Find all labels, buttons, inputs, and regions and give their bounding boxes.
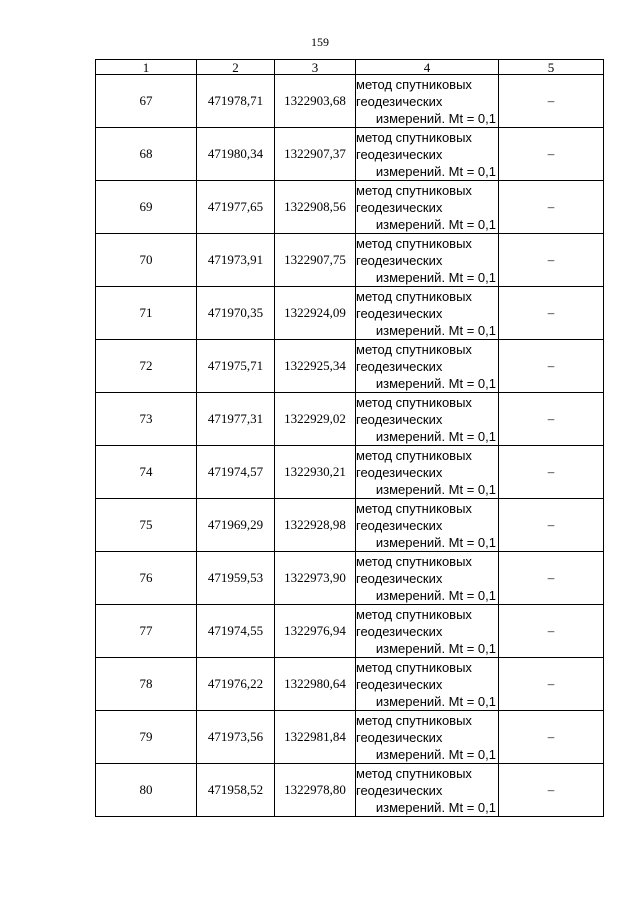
method-cell [356, 605, 499, 658]
method-line-1: метод спутниковых [356, 500, 472, 516]
point-number: 80 [96, 764, 197, 817]
table-row [96, 340, 604, 393]
column-5-value: – [499, 552, 604, 605]
coord-x: 471976,22 [197, 658, 275, 711]
method-line-3: измерений. Mt = 0,1 [375, 587, 496, 603]
method-line-1: метод спутниковых [356, 553, 472, 569]
coord-y: 1322981,84 [275, 711, 356, 764]
point-number: 77 [96, 605, 197, 658]
point-number: 67 [96, 75, 197, 128]
method-line-2: геодезических [356, 199, 443, 215]
coord-y: 1322907,75 [275, 234, 356, 287]
method-cell [356, 287, 499, 340]
method-line-2: геодезических [356, 146, 443, 162]
header-col-4: 4 [356, 60, 499, 75]
column-5-value: – [499, 605, 604, 658]
method-line-2: геодезических [356, 570, 443, 586]
method-line-1: метод спутниковых [356, 182, 472, 198]
method-cell [356, 658, 499, 711]
coord-y: 1322908,56 [275, 181, 356, 234]
point-number: 76 [96, 552, 197, 605]
table-row [96, 446, 604, 499]
table-row [96, 711, 604, 764]
method-line-1: метод спутниковых [356, 659, 472, 675]
method-line-3: измерений. Mt = 0,1 [375, 428, 496, 444]
table-header [96, 60, 604, 75]
coord-y: 1322978,80 [275, 764, 356, 817]
table-row [96, 605, 604, 658]
column-5-value: – [499, 75, 604, 128]
table-row [96, 181, 604, 234]
coord-x: 471978,71 [197, 75, 275, 128]
coord-x: 471973,91 [197, 234, 275, 287]
coord-x: 471970,35 [197, 287, 275, 340]
method-line-3: измерений. Mt = 0,1 [375, 746, 496, 762]
method-line-2: геодезических [356, 623, 443, 639]
coord-y: 1322924,09 [275, 287, 356, 340]
method-line-1: метод спутниковых [356, 712, 472, 728]
table-row [96, 764, 604, 817]
method-cell [356, 340, 499, 393]
method-line-2: геодезических [356, 676, 443, 692]
method-line-1: метод спутниковых [356, 341, 472, 357]
header-col-5: 5 [499, 60, 604, 75]
point-number: 78 [96, 658, 197, 711]
table-row [96, 287, 604, 340]
method-cell [356, 181, 499, 234]
coord-y: 1322903,68 [275, 75, 356, 128]
method-line-3: измерений. Mt = 0,1 [375, 799, 496, 815]
method-line-2: геодезических [356, 305, 443, 321]
coordinates-table [95, 59, 604, 817]
column-5-value: – [499, 499, 604, 552]
header-row [96, 60, 604, 75]
method-line-1: метод спутниковых [356, 606, 472, 622]
coord-y: 1322976,94 [275, 605, 356, 658]
method-line-2: геодезических [356, 729, 443, 745]
header-col-1: 1 [96, 60, 197, 75]
method-line-1: метод спутниковых [356, 394, 472, 410]
column-5-value: – [499, 764, 604, 817]
table-row [96, 658, 604, 711]
table-row [96, 234, 604, 287]
point-number: 68 [96, 128, 197, 181]
method-cell [356, 75, 499, 128]
method-cell [356, 128, 499, 181]
method-line-3: измерений. Mt = 0,1 [375, 110, 496, 126]
coord-x: 471958,52 [197, 764, 275, 817]
coord-y: 1322928,98 [275, 499, 356, 552]
header-col-2: 2 [197, 60, 275, 75]
method-line-2: геодезических [356, 358, 443, 374]
point-number: 74 [96, 446, 197, 499]
column-5-value: – [499, 181, 604, 234]
method-line-3: измерений. Mt = 0,1 [375, 481, 496, 497]
method-line-2: геодезических [356, 517, 443, 533]
point-number: 70 [96, 234, 197, 287]
method-line-2: геодезических [356, 464, 443, 480]
table-row [96, 128, 604, 181]
page-number: 159 [311, 35, 329, 49]
method-line-1: метод спутниковых [356, 765, 472, 781]
coord-y: 1322925,34 [275, 340, 356, 393]
table-row [96, 552, 604, 605]
coord-x: 471969,29 [197, 499, 275, 552]
point-number: 73 [96, 393, 197, 446]
coord-x: 471975,71 [197, 340, 275, 393]
method-cell [356, 552, 499, 605]
method-cell [356, 764, 499, 817]
method-line-3: измерений. Mt = 0,1 [375, 693, 496, 709]
point-number: 75 [96, 499, 197, 552]
point-number: 69 [96, 181, 197, 234]
coord-y: 1322973,90 [275, 552, 356, 605]
header-col-3: 3 [275, 60, 356, 75]
method-line-1: метод спутниковых [356, 288, 472, 304]
method-line-3: измерений. Mt = 0,1 [375, 269, 496, 285]
method-line-2: геодезических [356, 93, 443, 109]
column-5-value: – [499, 711, 604, 764]
coord-x: 471974,57 [197, 446, 275, 499]
method-line-2: геодезических [356, 252, 443, 268]
method-line-3: измерений. Mt = 0,1 [375, 375, 496, 391]
method-line-2: геодезических [356, 782, 443, 798]
method-line-3: измерений. Mt = 0,1 [375, 216, 496, 232]
coord-x: 471977,31 [197, 393, 275, 446]
table-row [96, 75, 604, 128]
coord-y: 1322929,02 [275, 393, 356, 446]
column-5-value: – [499, 340, 604, 393]
coord-x: 471980,34 [197, 128, 275, 181]
method-line-3: измерений. Mt = 0,1 [375, 534, 496, 550]
coord-x: 471959,53 [197, 552, 275, 605]
table-body [96, 75, 604, 817]
point-number: 72 [96, 340, 197, 393]
column-5-value: – [499, 128, 604, 181]
coord-x: 471973,56 [197, 711, 275, 764]
table-row [96, 499, 604, 552]
column-5-value: – [499, 446, 604, 499]
method-line-1: метод спутниковых [356, 447, 472, 463]
coord-y: 1322907,37 [275, 128, 356, 181]
method-line-3: измерений. Mt = 0,1 [375, 640, 496, 656]
method-line-1: метод спутниковых [356, 76, 472, 92]
coord-x: 471977,65 [197, 181, 275, 234]
column-5-value: – [499, 658, 604, 711]
method-cell [356, 234, 499, 287]
column-5-value: – [499, 234, 604, 287]
coord-x: 471974,55 [197, 605, 275, 658]
method-line-1: метод спутниковых [356, 235, 472, 251]
method-cell [356, 711, 499, 764]
point-number: 79 [96, 711, 197, 764]
column-5-value: – [499, 287, 604, 340]
method-line-3: измерений. Mt = 0,1 [375, 322, 496, 338]
method-line-3: измерений. Mt = 0,1 [375, 163, 496, 179]
coord-y: 1322930,21 [275, 446, 356, 499]
method-line-1: метод спутниковых [356, 129, 472, 145]
method-cell [356, 393, 499, 446]
table-row [96, 393, 604, 446]
point-number: 71 [96, 287, 197, 340]
method-cell [356, 446, 499, 499]
coord-y: 1322980,64 [275, 658, 356, 711]
method-line-2: геодезических [356, 411, 443, 427]
method-cell [356, 499, 499, 552]
column-5-value: – [499, 393, 604, 446]
